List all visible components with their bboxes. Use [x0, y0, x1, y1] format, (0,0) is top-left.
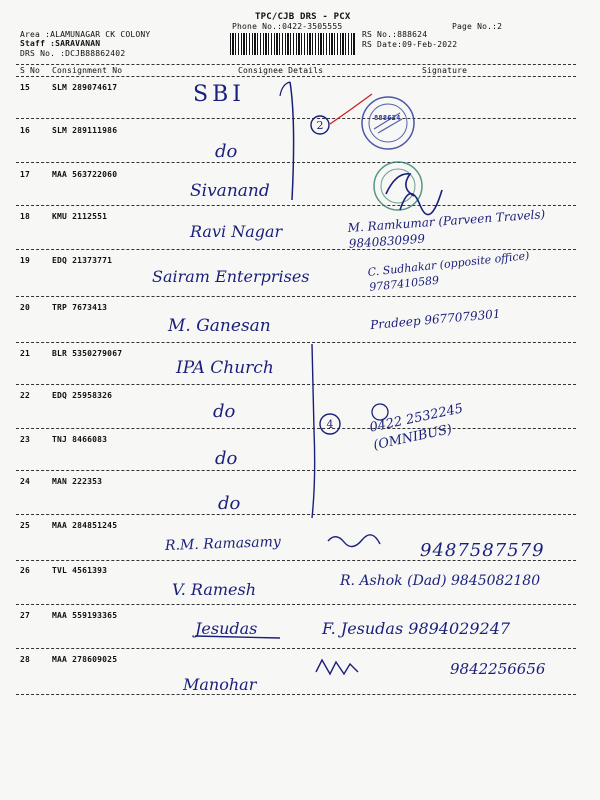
row-signature: 0422 2532245 (OMNIBUS) — [368, 401, 465, 454]
bracket-line — [312, 344, 315, 518]
row-sno: 27 — [20, 611, 31, 620]
row-signature: 9487587579 — [420, 540, 545, 561]
row-consignment: MAA 559193365 — [52, 611, 118, 620]
row-consignee: do — [213, 401, 236, 422]
row-sno: 23 — [20, 435, 31, 444]
row-consignee: IPA Church — [176, 358, 274, 378]
rs-number: RS No.:888624 — [362, 30, 428, 39]
underline-mark — [195, 636, 280, 638]
row-sno: 24 — [20, 477, 31, 486]
green-stamp — [374, 162, 422, 210]
row-consignment: MAA 284851245 — [52, 521, 118, 530]
row-consignment: MAN 222353 — [52, 477, 103, 486]
row-sno: 25 — [20, 521, 31, 530]
row-consignee: Sairam Enterprises — [152, 267, 310, 286]
round-stamp — [362, 97, 414, 149]
row-sno: 18 — [20, 212, 31, 221]
col-sno: S No — [20, 66, 41, 75]
row-consignment: KMU 2112551 — [52, 212, 108, 221]
circled-mark-label: 4 — [326, 418, 334, 431]
row-consignment: MAA 563722060 — [52, 170, 118, 179]
drs-number: DRS No. :DCJB88862402 — [20, 49, 126, 58]
row-sno: 26 — [20, 566, 31, 575]
row-consignee: Ravi Nagar — [190, 222, 283, 241]
row-signature: Pradeep 9677079301 — [369, 306, 502, 333]
row-consignment: SLM 289111986 — [52, 126, 118, 135]
row-signature: F. Jesudas 9894029247 — [322, 619, 511, 638]
row-consignment: BLR 5350279067 — [52, 349, 123, 358]
col-consignee: Consignee Details — [238, 66, 324, 75]
col-signature: Signature — [422, 66, 468, 75]
stamp-text: 888624 — [374, 114, 401, 122]
row-consignee: do — [215, 141, 238, 162]
row-sno: 21 — [20, 349, 31, 358]
row-consignment: TVL 4561393 — [52, 566, 108, 575]
row-consignment: SLM 289074617 — [52, 83, 118, 92]
row-consignee: SBI — [193, 82, 245, 107]
col-consignment: Consignment No — [52, 66, 123, 75]
row-consignee: V. Ramesh — [172, 580, 257, 599]
row-consignee: Manohar — [183, 675, 257, 694]
row-consignment: EDQ 21373771 — [52, 256, 113, 265]
row-sno: 28 — [20, 655, 31, 664]
staff-label: Staff :SARAVANAN — [20, 39, 101, 48]
row-sno: 20 — [20, 303, 31, 312]
bracket-hook — [280, 82, 290, 96]
phone-number: Phone No.:0422-3505555 — [232, 22, 343, 31]
row-consignment: TNJ 8466083 — [52, 435, 108, 444]
row-sno: 22 — [20, 391, 31, 400]
area-label: Area :ALAMUNAGAR CK COLONY — [20, 30, 151, 39]
row-sno: 17 — [20, 170, 31, 179]
row-sno: 16 — [20, 126, 31, 135]
row-consignee: do — [218, 493, 241, 514]
row-signature: M. Ramkumar (Parveen Travels) 9840830999 — [347, 207, 546, 251]
row-consignment: EDQ 25958326 — [52, 391, 113, 400]
bracket-line — [290, 82, 294, 200]
row-signature: C. Sudhakar (opposite office) 9787410589 — [367, 249, 530, 294]
row-consignment: TRP 7673413 — [52, 303, 108, 312]
circled-mark — [372, 404, 388, 420]
circled-mark-label: 2 — [316, 119, 324, 132]
row-consignee: do — [215, 448, 238, 469]
rs-date: RS Date:09-Feb-2022 — [362, 40, 458, 49]
row-consignee: Jesudas — [195, 619, 258, 638]
row-consignment: MAA 278609025 — [52, 655, 118, 664]
signature-scribble — [328, 535, 380, 547]
row-signature: R. Ashok (Dad) 9845082180 — [340, 573, 541, 589]
row-consignee: M. Ganesan — [168, 316, 271, 336]
page-number: Page No.:2 — [452, 22, 503, 31]
row-consignee: Sivanand — [190, 181, 270, 201]
row-consignee: R.M. Ramasamy — [164, 533, 282, 555]
signature-scribble — [316, 660, 358, 674]
row-sno: 19 — [20, 256, 31, 265]
row-sno: 15 — [20, 83, 31, 92]
row-signature: 9842256656 — [450, 660, 546, 678]
sheet-title: TPC/CJB DRS - PCX — [255, 12, 351, 22]
